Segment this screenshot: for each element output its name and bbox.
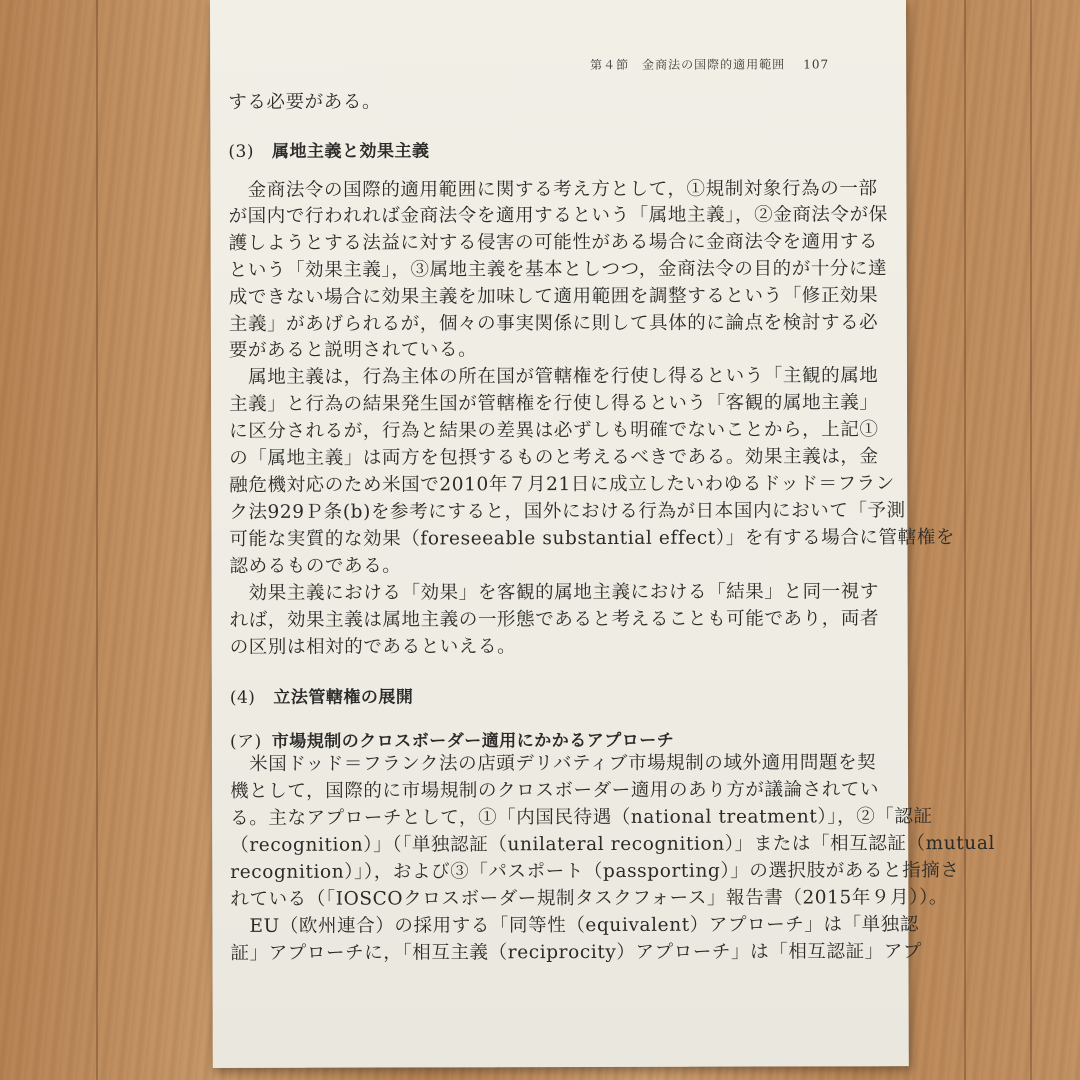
text-line: 主義」と行為の結果発生国が管轄権を行使し得るという「客観的属地主義」	[229, 392, 879, 415]
text-line: 可能な実質的な効果（foreseeable substantial effect）」を有する場合に管轄権を	[229, 527, 955, 550]
text-line: 融危機対応のため米国で2010年７月21日に成立したいわゆるドッド＝フラン	[229, 473, 895, 496]
text-line: という「効果主義」，③属地主義を基本としつつ，金商法令の目的が十分に達	[228, 258, 888, 281]
heading-number: (ア)	[229, 731, 262, 752]
text-line: 証」アプローチに，「相互主義（reciprocity）アプローチ」は「相互認証」アプ	[230, 941, 923, 964]
text-line: る。主なアプローチとして，①「内国民待遇（national treatment）」，②「認証	[230, 806, 933, 829]
text-line: recognition）」），および③「パスポート（passporting）」の選択肢があると指摘さ	[230, 860, 960, 883]
text-line: の「属地主義」は両方を包摂するものと考えるべきである。効果主義は，金	[229, 446, 879, 469]
heading-title: 市場規制のクロスボーダー適用にかかるアプローチ	[271, 730, 675, 752]
text-line: 主義」があげられるが，個々の事実関係に則して具体的に論点を検討する必	[228, 312, 879, 335]
text-line: 護しようとする法益に対する侵害の可能性がある場合に金商法令を適用する	[228, 231, 879, 254]
text-line: 成できない場合に効果主義を加味して適用範囲を調整するという「修正効果	[228, 285, 879, 308]
text-line: EU（欧州連合）の採用する「同等性（equivalent）アプローチ」は「単独認	[230, 914, 919, 937]
text-line: 効果主義における「効果」を客観的属地主義における「結果」と同一視す	[229, 581, 879, 604]
text-line: れば，効果主義は属地主義の一形態であると考えることも可能であり，両者	[229, 608, 880, 631]
section-title: 第４節 金商法の国際的適用範囲	[590, 57, 786, 73]
page-number: 107	[803, 57, 830, 72]
text-line: ク法929Ｐ条(b)を参考にすると，国外における行為が日本国内において「予測	[229, 500, 906, 523]
section-heading-3	[228, 136, 429, 162]
text-line: の区別は相対的であるといえる。	[229, 636, 517, 658]
heading-title: 立法管轄権の展開	[273, 687, 414, 708]
text-line: 要があると説明されている。	[228, 339, 478, 361]
text-line: 属地主義は，行為主体の所在国が管轄権を行使し得るという「主観的属地	[228, 365, 879, 388]
heading-title: 属地主義と効果主義	[271, 141, 430, 162]
text-line: 認めるものである。	[229, 555, 402, 577]
text-line: が国内で行われれば金商法令を適用するという「属地主義」，②金商法令が保	[228, 204, 888, 227]
running-head	[590, 55, 890, 73]
heading-number: (4)	[229, 687, 256, 708]
text-line: する必要がある。	[228, 91, 382, 113]
text-line: 米国ドッド＝フランク法の店頭デリバティブ市場規制の域外適用問題を契	[229, 752, 877, 775]
book-page	[210, 0, 995, 1068]
section-heading-4	[230, 682, 414, 707]
subheading-a	[230, 726, 674, 752]
text-line: れている（「IOSCOクロスボーダー規制タスクフォース」報告書（2015年９月））。	[230, 887, 949, 910]
text-line: に区分されるが，行為と結果の差異は必ずしも明確でないことから，上記①	[229, 419, 879, 442]
text-line: 金商法令の国際的適用範囲に関する考え方として，①規制対象行為の一部	[228, 178, 878, 201]
text-line: （recognition）」（「単独認証（unilateral recognition）」または「相互認証（mutual	[230, 832, 995, 856]
text-line: 機として，国際的に市場規制のクロスボーダー適用のあり方が議論されてい	[230, 779, 880, 802]
heading-number: (3)	[228, 141, 255, 162]
